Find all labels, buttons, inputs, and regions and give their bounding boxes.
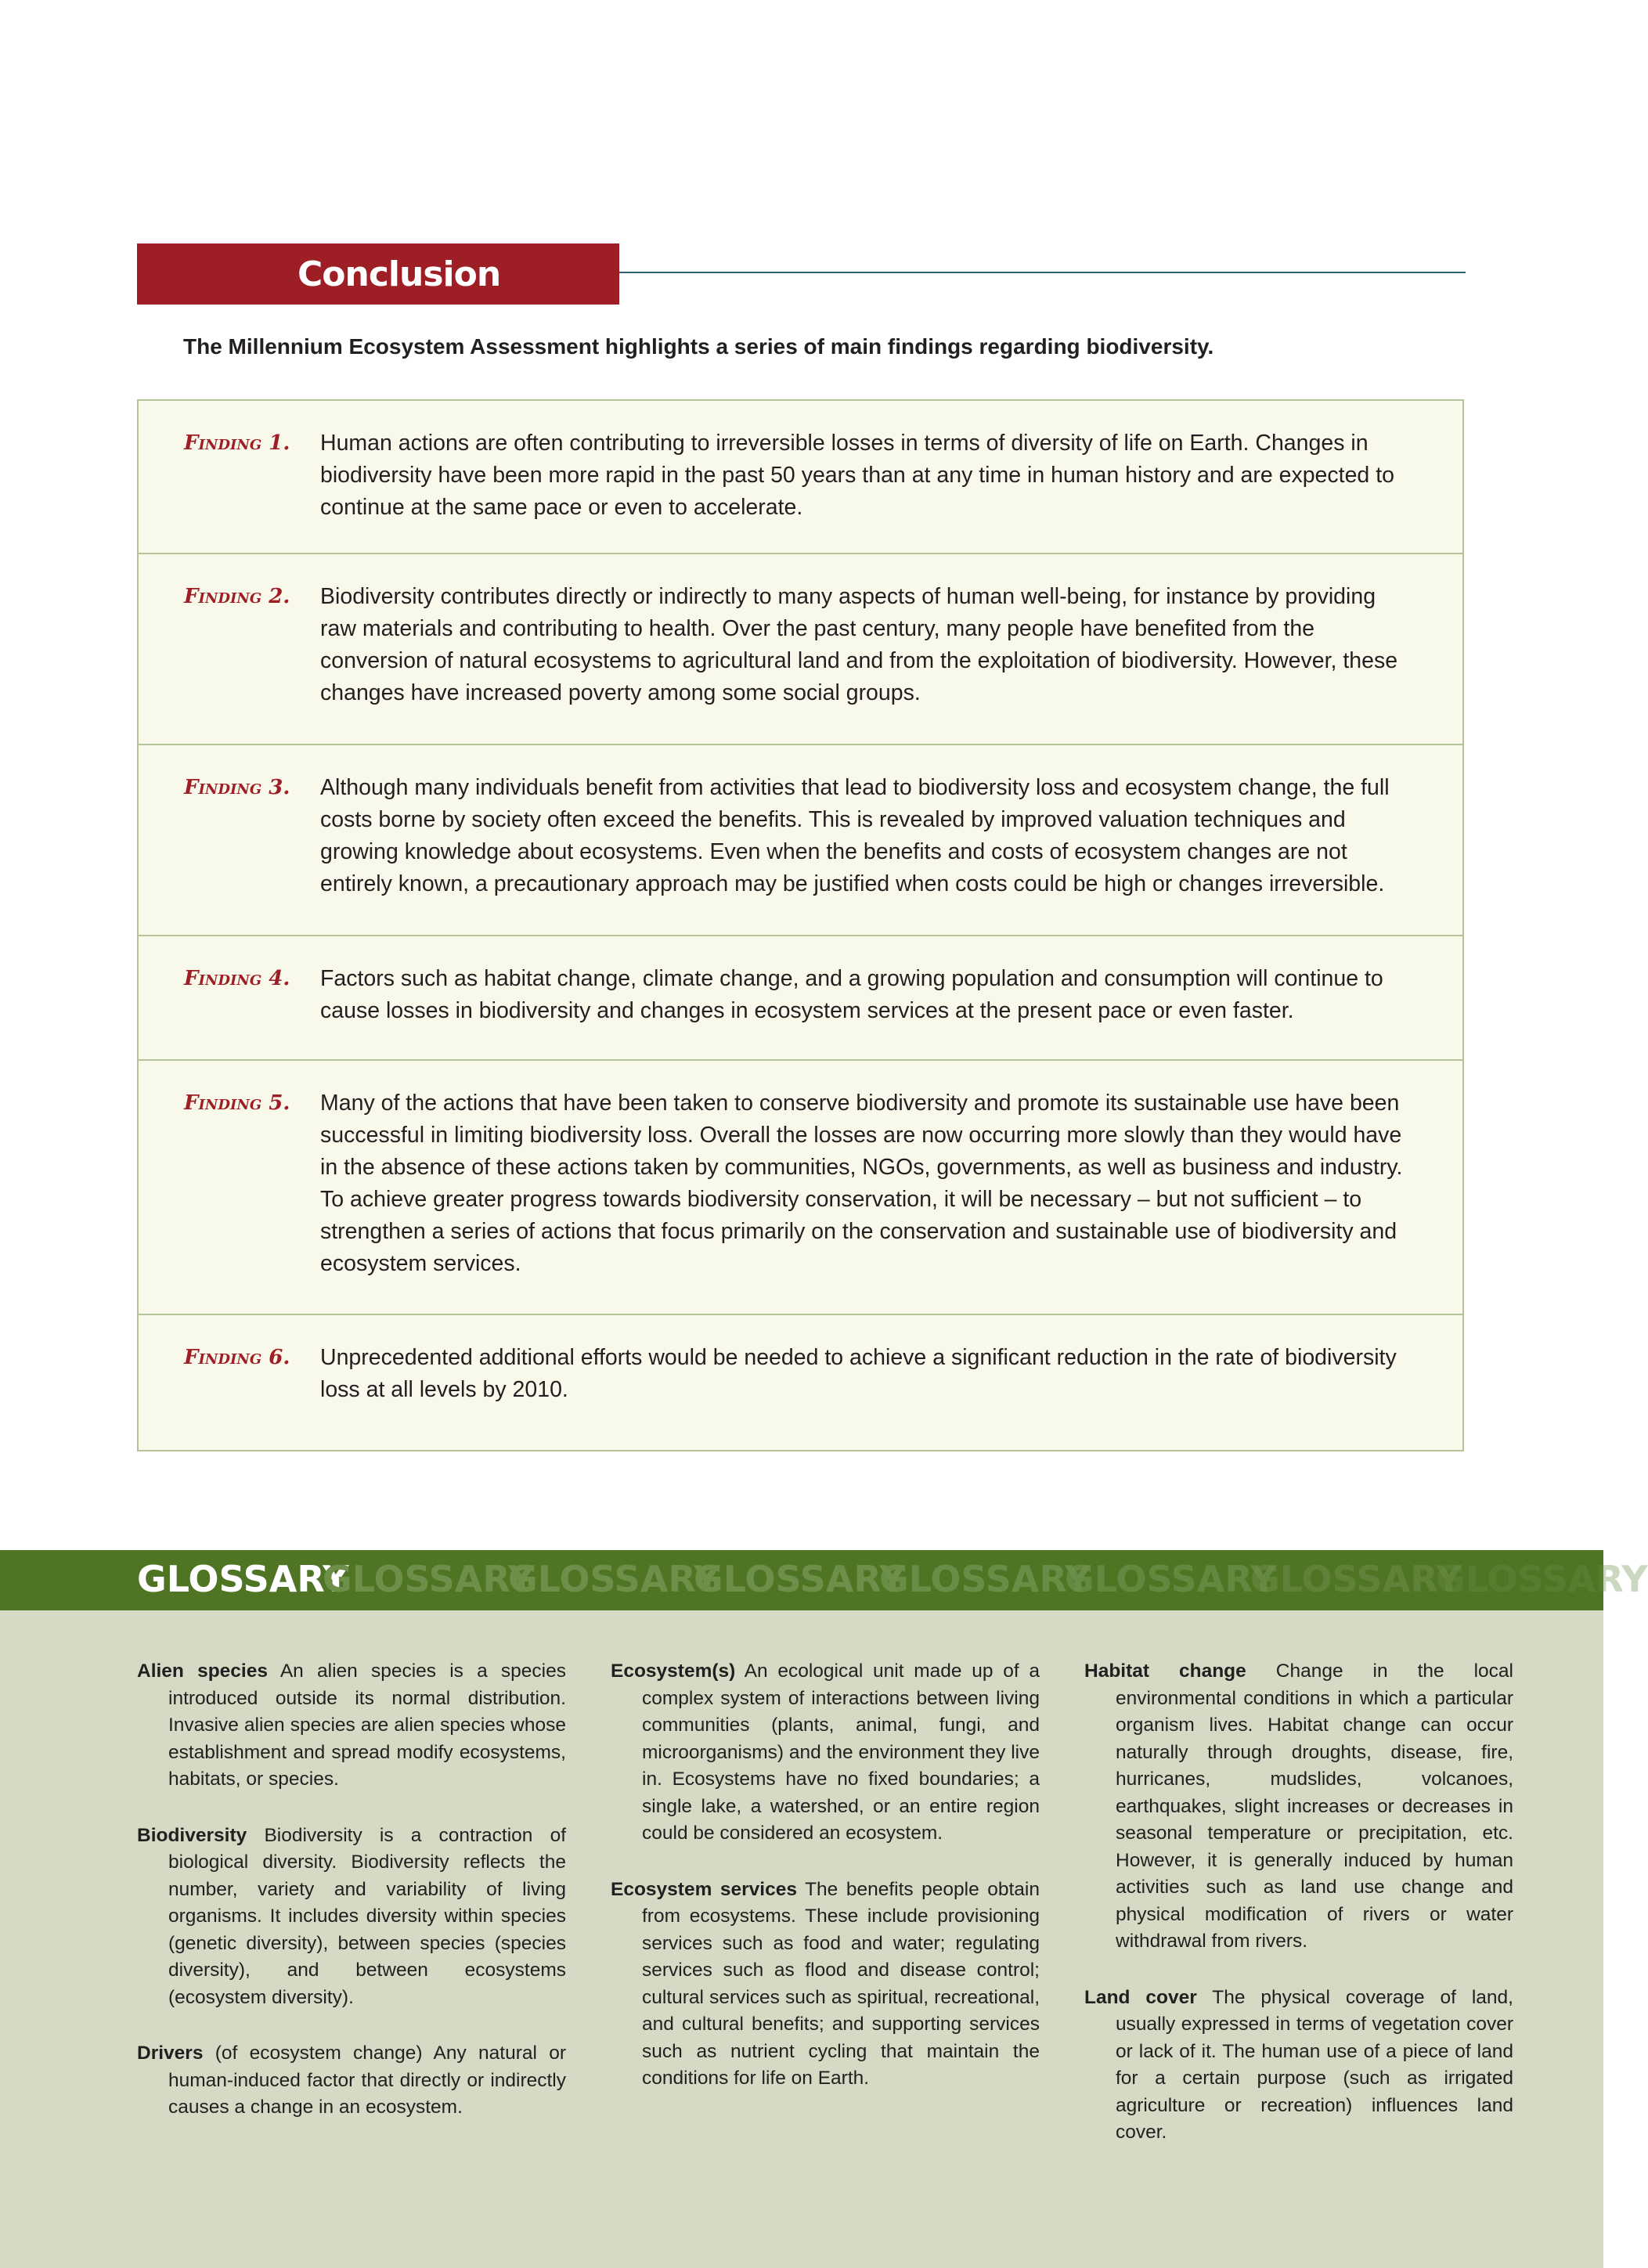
glossary-echo-word: GLOSSARY (323, 1558, 535, 1600)
finding-text: Factors such as habitat change, climate change, and a growing population and consumption will continue to cause losses in biodiversity and changes in ecosystem services at the present pace or even faster. (320, 966, 1383, 1023)
glossary-echo-word: GLOSSARY (508, 1558, 720, 1600)
finding-text: Although many individuals benefit from activities that lead to biodiversity loss and ecosystem change, the full costs borne by society often exceed the benefits. This is revealed by improved valuation techniques and growing knowledge about ecosystems. Even when the benefits and costs of ecosystem changes are not entirely known, a precautionary approach may be justified when costs could be high or changes irreversible. (320, 775, 1390, 896)
glossary-definition: The physical coverage of land, usually expressed in terms of vegetation cover or lack of it. The human use of a piece of land for a certain purpose (such as irrigated agriculture or recreation) influences land cover. (1116, 1986, 1513, 2143)
finding-label: Finding 2. (184, 585, 290, 608)
glossary-term: Alien species (137, 1660, 268, 1682)
finding-text: Human actions are often contributing to irreversible losses in terms of diversity of life on Earth. Changes in biodiversity have been more rapid in the past 50 years than at any time in human history and are expected to continue at the same pace or even to accelerate. (320, 431, 1394, 520)
glossary-definition: Any natural or human-induced factor that directly or indirectly causes a change in an ecosystem. (168, 2043, 566, 2118)
conclusion-header-bar (137, 243, 619, 305)
glossary-entry-drivers (137, 2040, 566, 2122)
glossary-term: Ecosystem services (611, 1878, 797, 1900)
glossary-entry-ecosystem-services (611, 1877, 1040, 2093)
finding-3 (139, 745, 1462, 936)
finding-text: Many of the actions that have been taken to conserve biodiversity and promote its sustainable use have been successful in limiting biodiversity loss. Overall the losses are now occurring more slowly than they would have in the absence of these actions taken by communities, NGOs, governments, as well as business and industry. To achieve greater progress towards biodiversity conservation, it will be necessary – but not sufficient – to strengthen a series of actions that focus primarily on the conservation and sustainable use of biodiversity and ecosystem services. (320, 1091, 1403, 1276)
glossary-echo-word: GLOSSARY (1250, 1558, 1462, 1600)
finding-5 (139, 1061, 1462, 1315)
header-rule (619, 272, 1466, 273)
finding-label: Finding 3. (184, 776, 290, 799)
glossary-term-qualifier: (of ecosystem change) (215, 2043, 423, 2064)
glossary-entry-alien-species (137, 1658, 566, 1794)
glossary-definition: An ecological unit made up of a complex system of interactions between living communities (plants, animal, fungi, and microorganisms) and the environment they live in. Ecosystems have no fixed boundaries; a single lake, a watershed, or an entire region could be considered an ecosystem. (642, 1660, 1040, 1844)
findings-box (137, 399, 1464, 1451)
conclusion-intro: The Millennium Ecosystem Assessment highlights a series of main findings regarding biodiversity. (183, 334, 1214, 359)
finding-6 (139, 1315, 1462, 1450)
glossary-column-2 (611, 1658, 1040, 2122)
finding-4 (139, 936, 1462, 1061)
glossary-column-1 (137, 1658, 566, 2151)
finding-text: Unprecedented additional efforts would be needed to achieve a significant reduction in the rate of biodiversity loss at all levels by 2010. (320, 1345, 1397, 1402)
glossary-echo-word: GLOSSARY (879, 1558, 1091, 1600)
finding-label: Finding 4. (184, 967, 290, 990)
glossary-echo-word: GLOSSARY (1436, 1558, 1648, 1600)
glossary-entry-land-cover (1084, 1985, 1513, 2147)
glossary-banner (0, 1550, 1648, 1610)
glossary-term: Habitat change (1084, 1660, 1246, 1682)
glossary-entry-habitat-change (1084, 1658, 1513, 1956)
glossary-definition: Change in the local environmental conditions in which a particular organism lives. Habitat change can occur naturally through droughts, disease, fire, hurricanes, mudslides, volcanoes, earthquakes, slight increases or decreases in seasonal temperature or precipitation, etc. However, it is generally induced by human activities such as land use change and physical modification of rivers or water withdrawal from rivers. (1116, 1660, 1513, 1952)
finding-2 (139, 554, 1462, 745)
glossary-term: Drivers (137, 2043, 204, 2064)
glossary-term: Biodiversity (137, 1824, 247, 1846)
finding-text: Biodiversity contributes directly or indirectly to many aspects of human well-being, for instance by providing raw materials and contributing to health. Over the past century, many people have benefited from the conversion of natural ecosystems to agricultural land and from the exploitation of biodiversity. However, these changes have increased poverty among some social groups. (320, 584, 1398, 705)
glossary-heading: GLOSSARY (137, 1558, 349, 1600)
glossary-definition: Biodiversity is a contraction of biological diversity. Biodiversity reflects the number, variety and variability of living organisms. It includes diversity within species (genetic diversity), between species (species diversity), and between ecosystems (ecosystem diversity). (168, 1824, 566, 2008)
finding-label: Finding 1. (184, 431, 290, 455)
glossary-echo-word: GLOSSARY (1065, 1558, 1277, 1600)
glossary-column-3 (1084, 1658, 1513, 2176)
glossary-echo-word: GLOSSARY (694, 1558, 906, 1600)
glossary-definition: The benefits people obtain from ecosystems. These include provisioning services such as food and water; regulating services such as flood and disease control; cultural services such as spiritual, recreational, and cultural benefits; and supporting services such as nutrient cycling that maintain the conditions for life on Earth. (642, 1878, 1040, 2089)
glossary-entry-biodiversity (137, 1823, 566, 2012)
glossary-term: Land cover (1084, 1986, 1197, 2008)
finding-label: Finding 6. (184, 1346, 290, 1369)
finding-label: Finding 5. (184, 1091, 290, 1115)
glossary-entry-ecosystems (611, 1658, 1040, 1848)
conclusion-title: Conclusion (298, 254, 501, 294)
glossary-definition: An alien species is a species introduced outside its normal distribution. Invasive alien species are alien species whose establishment and spread modify ecosystems, habitats, or species. (168, 1660, 566, 1790)
glossary-term: Ecosystem(s) (611, 1660, 736, 1682)
finding-1 (139, 401, 1462, 554)
